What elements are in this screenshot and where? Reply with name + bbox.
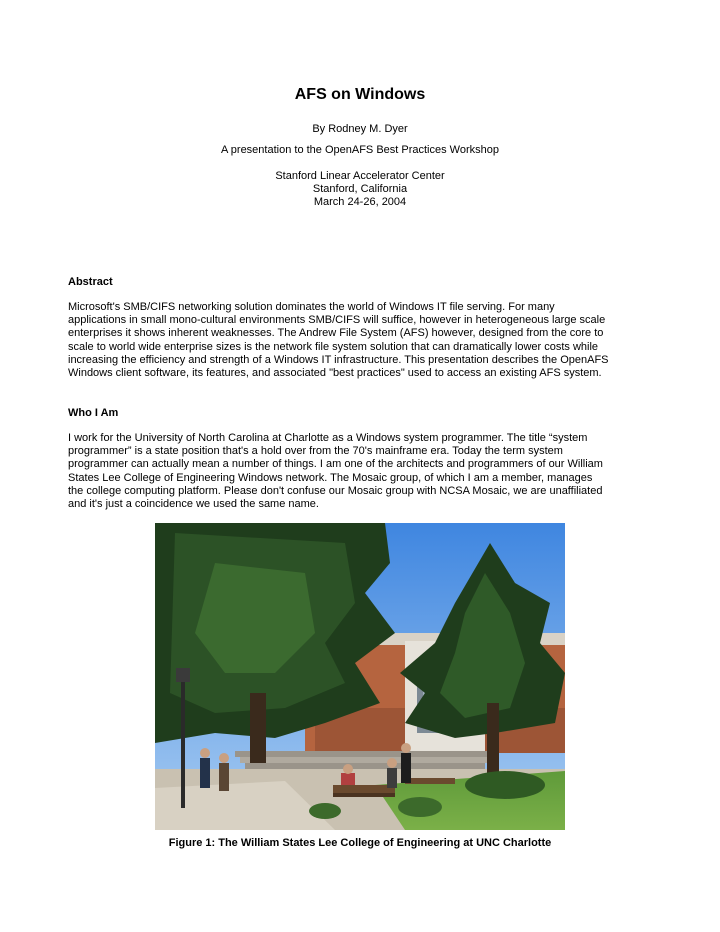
figure-caption: Figure 1: The William States Lee College of Engineering at UNC Charlotte	[168, 837, 552, 849]
abstract-line: enterprises it shows inherent weaknesses. The Andrew File System (AFS) however, designed from the core to	[68, 327, 604, 340]
venue-location: Stanford, California	[312, 183, 408, 195]
author-line: By Rodney M. Dyer	[312, 123, 408, 135]
abstract-line: applications in small mono-cultural environments SMB/CIFS will suffice, however in heterogeneous large scale	[68, 314, 606, 327]
who-heading: Who I Am	[68, 407, 119, 419]
abstract-line: Microsoft's SMB/CIFS networking solution dominates the world of Windows IT file serving. For many	[68, 301, 555, 313]
who-line: the college computing platform. Please don't confuse our Mosaic group with NCSA Mosaic, we are unaffiliated	[68, 484, 603, 497]
venue-dates: March 24-26, 2004	[313, 196, 407, 208]
venue-org: Stanford Linear Accelerator Center	[275, 170, 445, 182]
abstract-line: scale to world wide enterprise sizes is the network file system solution that can dramatically lower costs while	[68, 340, 599, 353]
document-title: AFS on Windows	[294, 86, 426, 103]
presentation-line: A presentation to the OpenAFS Best Practices Workshop	[221, 144, 499, 156]
campus-photo	[155, 523, 565, 830]
abstract-heading: Abstract	[68, 276, 113, 288]
who-paragraph	[68, 432, 658, 511]
who-line: programmer” is a state position that's a hold over from the 70's mainframe era. Today the term system	[68, 445, 563, 458]
abstract-paragraph	[68, 301, 658, 380]
abstract-line: Windows client software, its features, and associated "best practices" used to access an existing AFS system.	[68, 367, 602, 380]
who-line: States Lee College of Engineering Windows network. The Mosaic group, of which I am a member, manages	[68, 471, 593, 484]
abstract-line: increasing the efficiency and strength of a Windows IT infrastructure. This presentation describes the OpenAFS	[68, 353, 609, 366]
who-line: and it's just a coincidence we used the same name.	[68, 498, 319, 511]
who-line: programmer can actually mean a number of things. I am one of the architects and programmers of our William	[68, 458, 603, 471]
who-line: I work for the University of North Carolina at Charlotte as a Windows system programmer. The title “system	[68, 432, 588, 444]
